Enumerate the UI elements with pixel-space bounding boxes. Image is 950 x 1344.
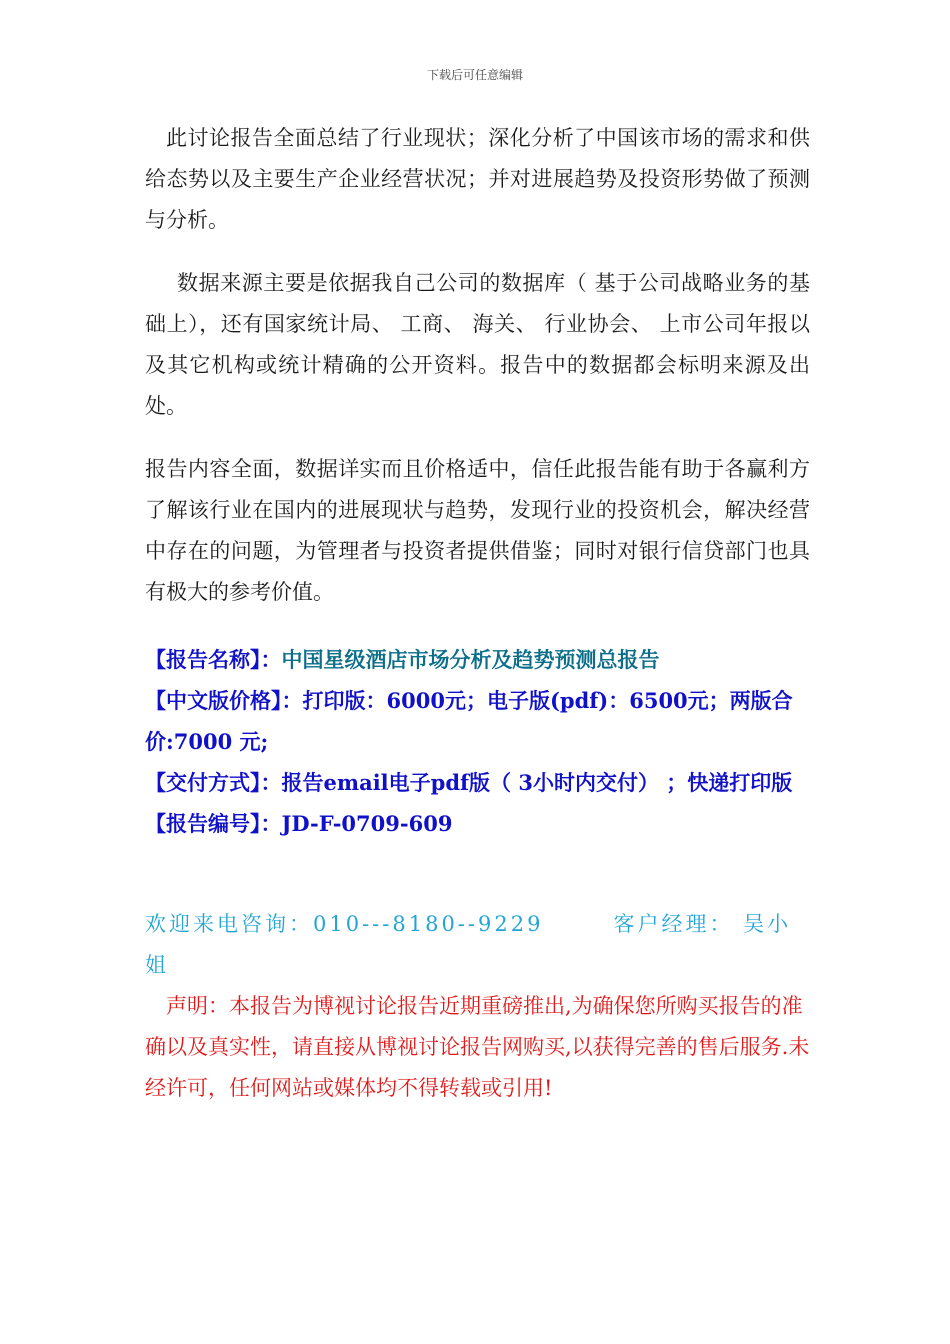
price-value: 打印版：6000元；电子版(pdf)：6500元；两版合价:7000 元;	[145, 688, 793, 754]
price-label: 【中文版价格】：	[145, 688, 303, 713]
document-body	[145, 118, 810, 1109]
delivery-line	[145, 762, 810, 803]
page-header: 下载后可任意编辑	[426, 68, 523, 82]
intro-paragraph: 此讨论报告全面总结了行业现状；深化分析了中国该市场的需求和供给态势以及主要生产企业经营状况；并对进展趋势及投资形势做了预测与分析。	[145, 126, 810, 232]
report-code-label: 【报告编号】：	[145, 811, 282, 836]
account-manager: 客户经理： 吴小姐	[145, 912, 792, 977]
report-name-label: 【报告名称】：	[145, 647, 282, 672]
contact-line	[145, 904, 810, 986]
data-source-paragraph: 数据来源主要是依据我自己公司的数据库（ 基于公司战略业务的基础上），还有国家统计局、 工商、 海关、 行业协会、 上市公司年报以及其它机构或统计精确的公开资料。报告中的数据都会标明来源及出处。	[145, 271, 810, 418]
delivery-value: 报告email电子pdf版（ 3小时内交付） ；快递打印版	[281, 770, 793, 795]
value-paragraph: 报告内容全面，数据详实而且价格适中，信任此报告能有助于各赢利方了解该行业在国内的进展现状与趋势，发现行业的投资机会，解决经营中存在的问题，为管理者与投资者提供借鉴；同时对银行信贷部门也具有极大的参考价值。	[145, 457, 810, 604]
report-code-line	[145, 803, 810, 844]
disclaimer-notice: 声明：本报告为博视讨论报告近期重磅推出,为确保您所购买报告的准确以及真实性，请直接从博视讨论报告网购买,以获得完善的售后服务.未经许可，任何网站或媒体均不得转载或引用!	[145, 994, 810, 1100]
report-name-line	[145, 639, 810, 680]
report-name-value: 中国星级酒店市场分析及趋势预测总报告	[281, 647, 660, 672]
price-line	[145, 680, 810, 762]
report-code-value: JD-F-0709-609	[281, 811, 453, 836]
contact-phone: 欢迎来电咨询：010---8180--9229	[145, 912, 544, 936]
report-info	[145, 639, 810, 844]
delivery-label: 【交付方式】：	[145, 770, 282, 795]
